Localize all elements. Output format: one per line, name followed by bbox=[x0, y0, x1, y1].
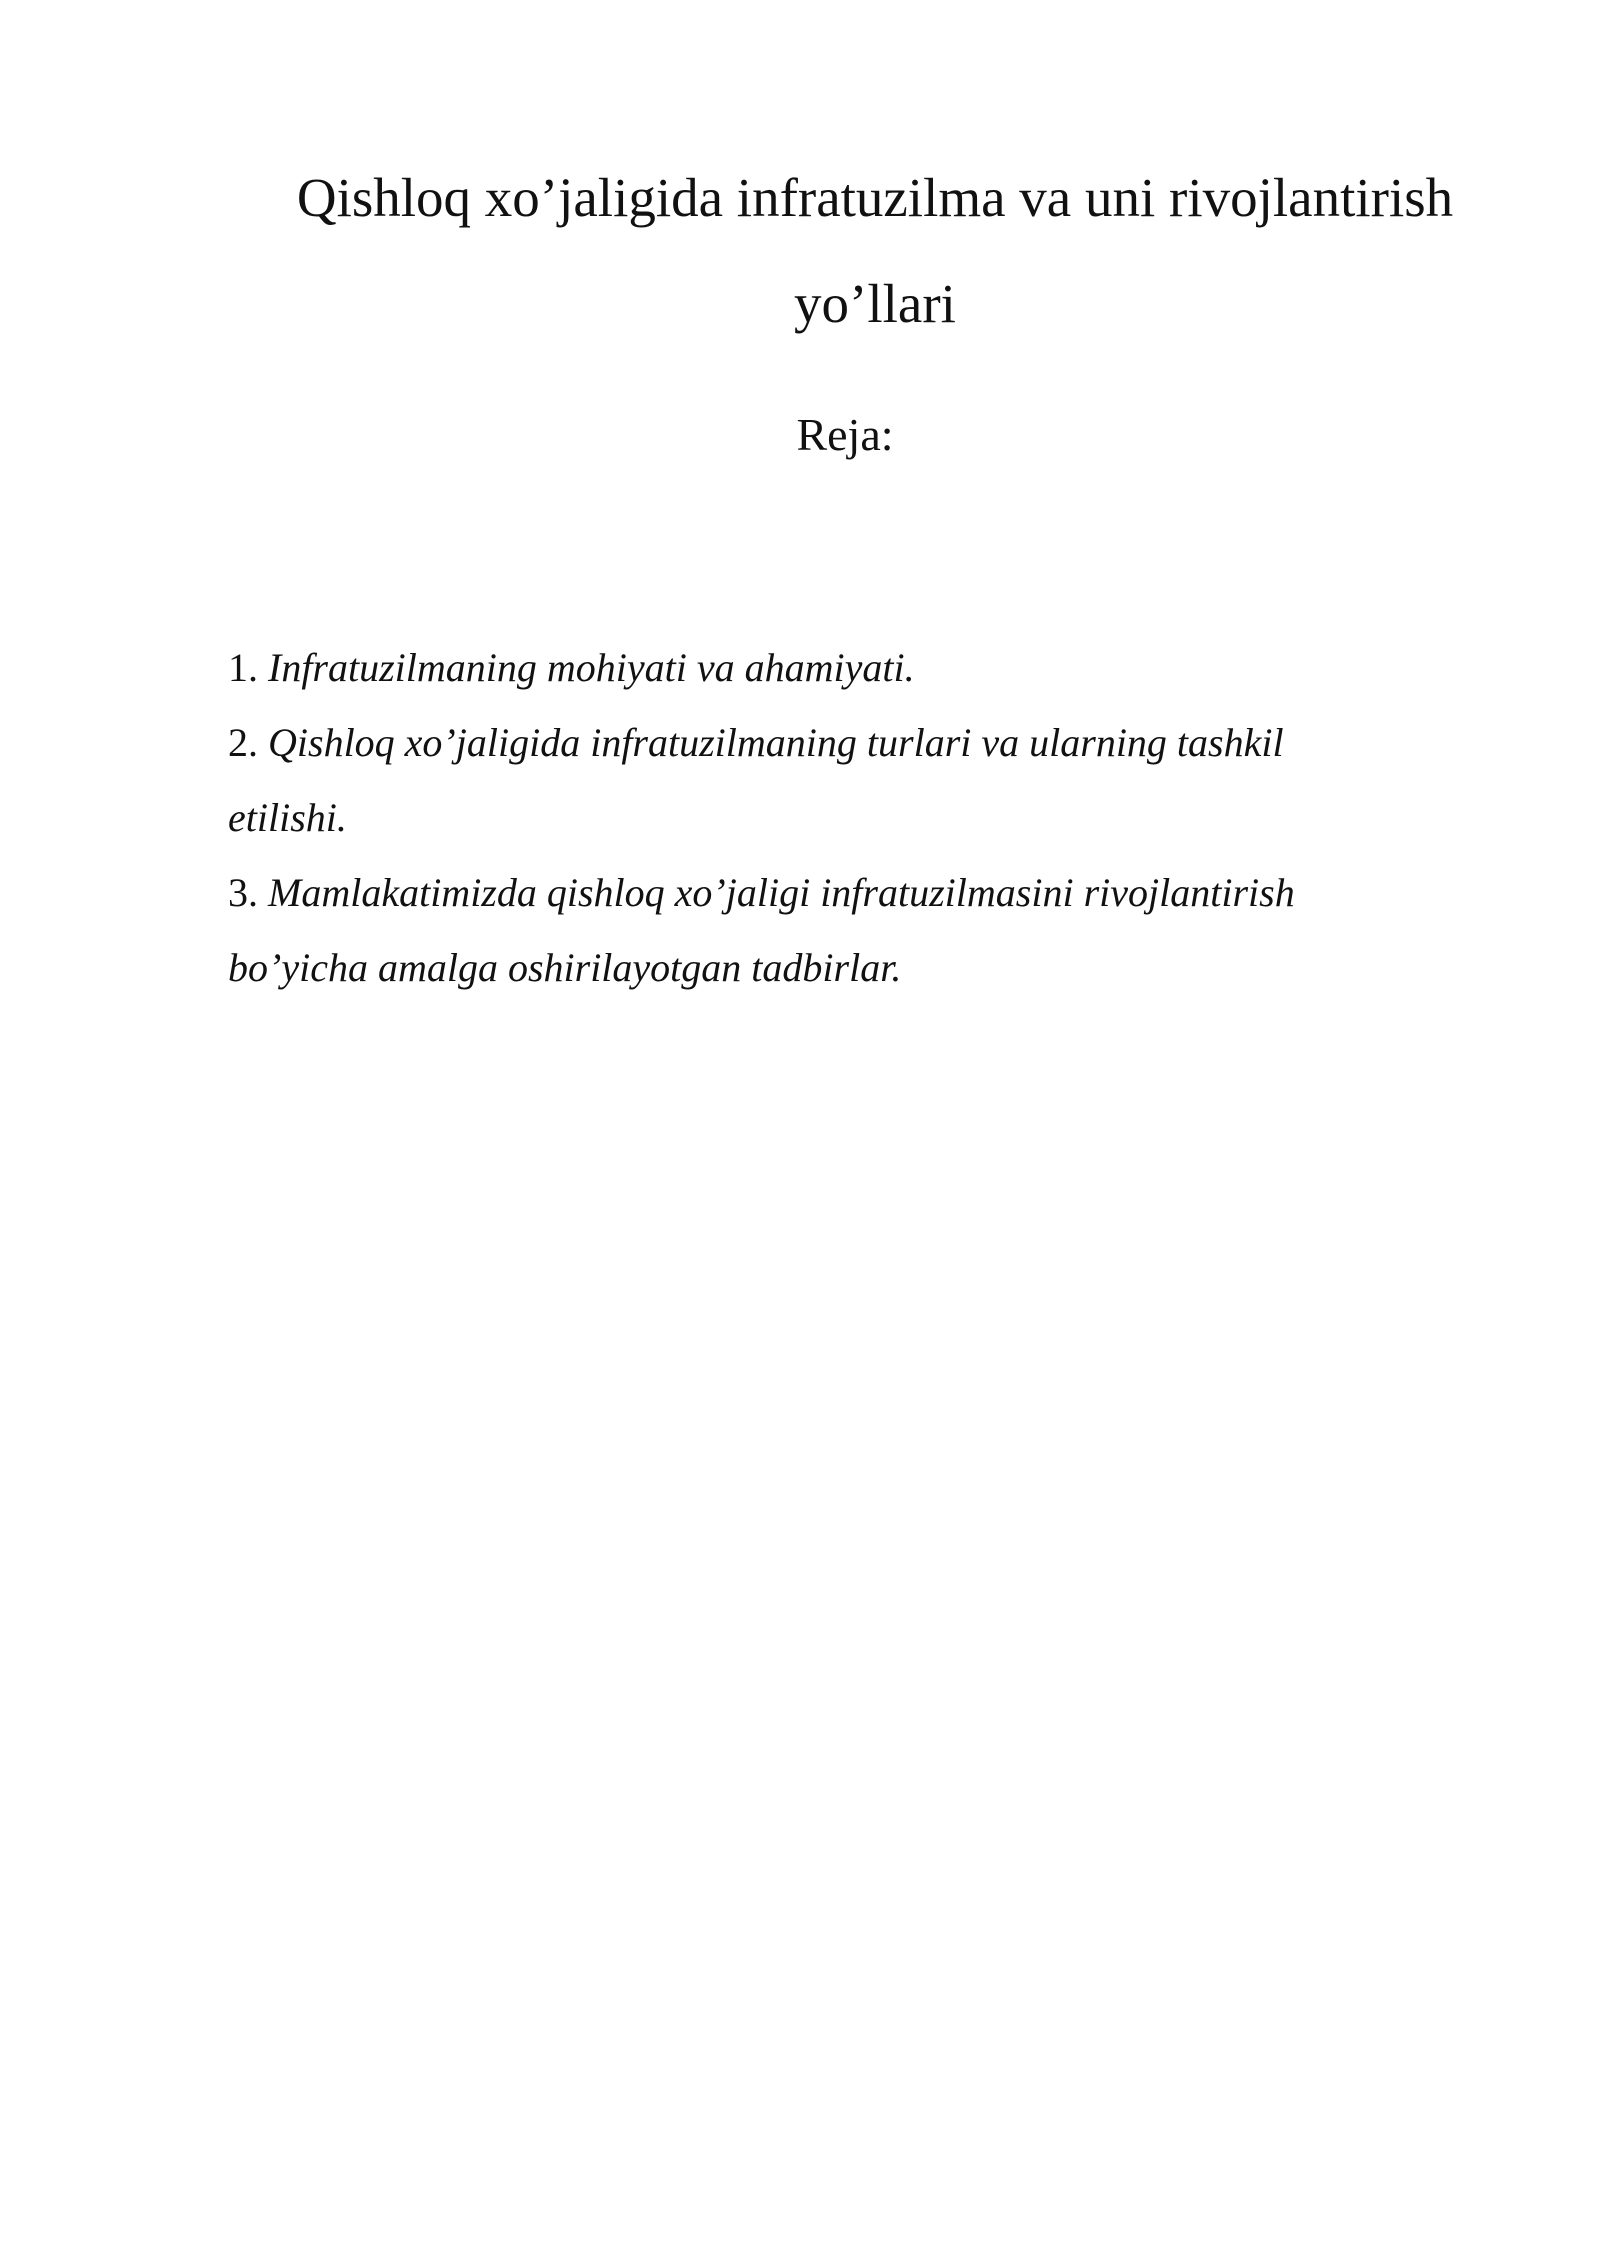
plan-item-text: Infratuzilmaning mohiyati va ahamiyati. bbox=[268, 645, 915, 690]
plan-item-text: Mamlakatimizda qishloq xo’jaligi infratuzilmasini rivojlantirish bo’yicha amalga oshirilayotgan tadbirlar. bbox=[228, 870, 1295, 990]
plan-item-number: 2. bbox=[228, 720, 258, 765]
plan-heading: Reja: bbox=[796, 409, 894, 460]
plan-list bbox=[228, 630, 1408, 1005]
document-title bbox=[225, 145, 1525, 357]
plan-item bbox=[228, 705, 1408, 855]
plan-item bbox=[228, 630, 1408, 705]
plan-item-number: 1. bbox=[228, 645, 258, 690]
plan-item-number: 3. bbox=[228, 870, 258, 915]
plan-item-text: Qishloq xo’jaligida infratuzilmaning turlari va ularning tashkil etilishi. bbox=[228, 720, 1284, 840]
title-line-1: Qishloq xo’jaligida infratuzilma va uni rivojlantirish bbox=[296, 167, 1454, 228]
plan-item bbox=[228, 855, 1408, 1005]
title-line-2: yo’llari bbox=[794, 273, 956, 334]
